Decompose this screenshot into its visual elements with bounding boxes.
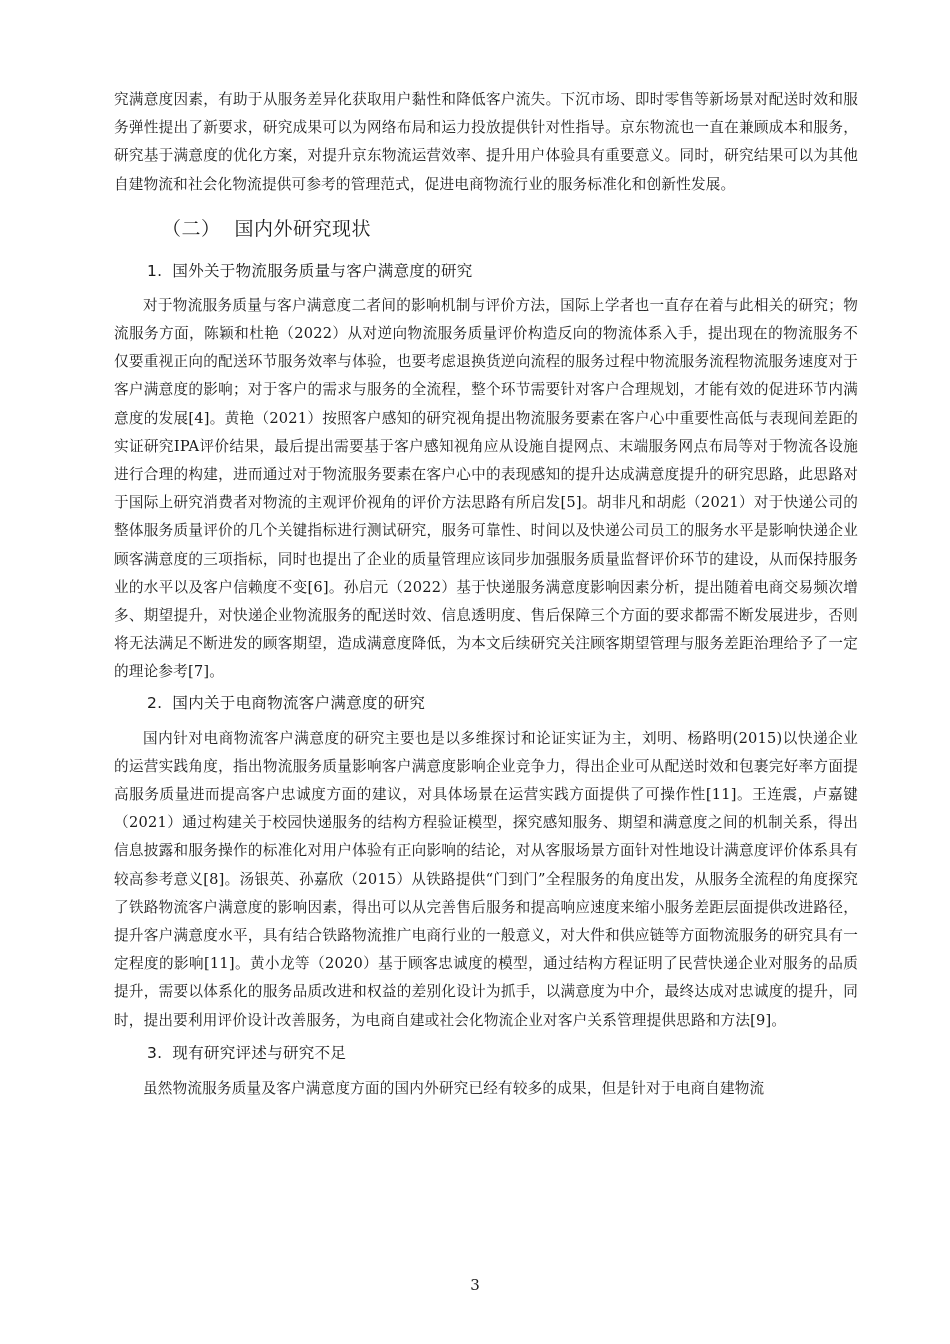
document-page (114, 86, 858, 1103)
subsection-paragraph-2: 国内针对电商物流客户满意度的研究主要也是以多维探讨和论证实证为主，刘明、杨路明(2015)以快递企业的运营实践角度，指出物流服务质量影响客户满意度影响企业竞争力，得出企业可从配送时效和包裹完好率方面提高服务质量进而提高客户忠诚度方面的建议，对具体场景在运营实践方面提供了可操作性[11]。王连震，卢嘉键（2021）通过构建关于校园快递服务的结构方程验证模型，探究感知服务、期望和满意度之间的机制关系，得出信息披露和服务操作的标准化对用户体验有正向影响的结论，对从客服场景方面针对性地设计满意度评价体系具有较高参考意义[8]。汤银英、孙嘉欣（2015）从铁路提供“门到门”全程服务的角度出发，从服务全流程的角度探究了铁路物流客户满意度的影响因素，得出可以从完善售后服务和提高响应速度来缩小服务差距层面提供改进路径，提升客户满意度水平，具有结合铁路物流推广电商行业的一般意义，对大件和供应链等方面物流服务的研究具有一定程度的影响[11]。黄小龙等（2020）基于顾客忠诚度的模型，通过结构方程证明了民营快递企业对服务的品质提升，需要以体系化的服务品质改进和权益的差别化设计为抓手，以满意度为中介，最终达成对忠诚度的提升，同时，提出要利用评价设计改善服务，为电商自建或社会化物流企业对客户关系管理提供思路和方法[9]。 (114, 729, 858, 1029)
subsection-heading-1 (114, 257, 858, 285)
subsection-title: 国内关于电商物流客户满意度的研究 (172, 693, 426, 712)
subsection-number: 2. (147, 693, 163, 712)
subsection-title: 现有研究评述与研究不足 (172, 1043, 347, 1062)
subsection-paragraph-1: 对于物流服务质量与客户满意度二者间的影响机制与评价方法，国际上学者也一直存在着与此相关的研究；物流服务方面，陈颖和杜艳（2022）从对逆向物流服务质量评价构造反向的物流体系入手，提出现在的物流服务不仅要重视正向的配送环节服务效率与体验，也要考虑退换货逆向流程的服务过程中物流服务流程物流服务速度对于客户满意度的影响；对于客户的需求与服务的全流程，整个环节需要针对客户合理规划，才能有效的促进环节内满意度的发展[4]。黄艳（2021）按照客户感知的研究视角提出物流服务要素在客户心中重要性高低与表现间差距的实证研究IPA评价结果，最后提出需要基于客户感知视角应从设施自提网点、末端服务网点布局等对于物流各设施进行合理的构建，进而通过对于物流服务要素在客户心中的表现感知的提升达成满意度提升的研究思路，此思路对于国际上研究消费者对物流的主观评价视角的评价方法思路有所启发[5]。胡非凡和胡彪（2021）对于快递公司的整体服务质量评价的几个关键指标进行测试研究，服务可靠性、时间以及快递公司员工的服务水平是影响快递企业顾客满意度的三项指标，同时也提出了企业的质量管理应该同步加强服务质量监督评价环节的建设，从而保持服务业的水平以及客户信赖度不变[6]。孙启元（2022）基于快递服务满意度影响因素分析，提出随着电商交易频次增多、期望提升，对快递企业物流服务的配送时效、信息透明度、售后保障三个方面的要求都需不断发展进步，否则将无法满足不断进发的顾客期望，造成满意度降低，为本文后续研究关注顾客期望管理与服务差距治理给予了一定的理论参考[7]。 (114, 296, 858, 681)
section-title: 国内外研究现状 (234, 217, 372, 240)
subsection-number: 3. (147, 1043, 163, 1062)
page-number: 3 (470, 1276, 480, 1294)
section-heading (114, 215, 858, 243)
subsection-heading-3 (114, 1039, 858, 1067)
subsection-number: 1. (147, 261, 163, 280)
subsection-heading-2 (114, 689, 858, 717)
subsection-title: 国外关于物流服务质量与客户满意度的研究 (172, 261, 473, 280)
section-number: （二） (162, 217, 221, 240)
intro-paragraph: 究满意度因素，有助于从服务差异化获取用户黏性和降低客户流失。下沉市场、即时零售等新场景对配送时效和服务弹性提出了新要求，研究成果可以为网络布局和运力投放提供针对性指导。京东物流也一直在兼顾成本和服务，研究基于满意度的优化方案，对提升京东物流运营效率、提升用户体验具有重要意义。同时，研究结果可以为其他自建物流和社会化物流提供可参考的管理范式，促进电商物流行业的服务标准化和创新性发展。 (114, 91, 858, 193)
subsection-paragraph-3: 虽然物流服务质量及客户满意度方面的国内外研究已经有较多的成果，但是针对于电商自建物流 (143, 1079, 765, 1097)
